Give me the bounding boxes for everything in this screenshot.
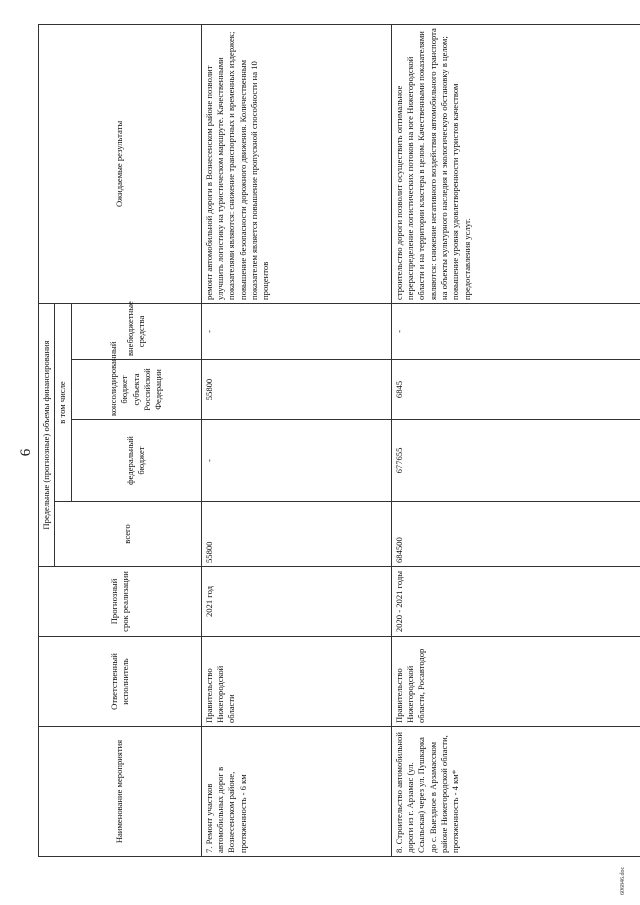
header-extra: внебюджетные средства: [71, 303, 201, 359]
row-number: 8.: [393, 846, 404, 853]
table-row: [201, 24, 391, 856]
header-funding-group: Предельные (прогнозные) объемы финансирования: [39, 303, 55, 566]
row-number: 7.: [203, 846, 214, 853]
row-federal: 677655: [391, 420, 640, 502]
row-total: 55800: [201, 502, 391, 567]
measures-table: [38, 24, 640, 857]
header-total: всего: [55, 502, 201, 567]
footer-code: 606846.doc: [620, 866, 626, 895]
header-term: Прогнозный срок реализации: [39, 567, 202, 637]
row-term: 2020 - 2021 годы: [391, 567, 640, 637]
row-regional: 55800: [201, 360, 391, 420]
row-results: ремонт автомобильной дороги в Вознесенском районе позволит улучшить логистику на туристическом маршруте. Качественными показателями являются: снижение транспортных и временных издержек; повышение безопасности дорожного движения. Количественным показателем является повышение пропускной способности на 10 процентов: [201, 24, 391, 303]
row-name: Строительство автомобильной дороги из г. Арзамас (ул. Ссыльская) через ул. Пушкарка до с. Выездное в Арзамасском районе Нижегородской области, протяженность - 4 км*: [393, 732, 461, 853]
row-federal: -: [201, 420, 391, 502]
row-name-cell: [201, 727, 391, 857]
row-total: 684500: [391, 502, 640, 567]
row-extra: -: [201, 303, 391, 359]
row-name-cell: [391, 727, 640, 857]
row-results: строительство дороги позволит осуществить оптимальное перераспределение логистических потоков на юге Нижегородской области и на территории кластера в целом. Качественными показателями являются: снижение негативного воздействия автомобильного транспорта на объекты культурного наследия и экологическую обстановку в целом; повышение уровня удовлетворенности туристов качеством предоставления услуг.: [391, 24, 640, 303]
header-executor: Ответственный исполнитель: [39, 637, 202, 727]
header-federal: федеральный бюджет: [71, 420, 201, 502]
row-name: Ремонт участков автомобильных дорог в Вознесенском районе, протяженность - 6 км: [203, 766, 248, 853]
row-term: 2021 год: [201, 567, 391, 637]
header-results: Ожидаемые результаты: [39, 24, 202, 303]
row-regional: 6845: [391, 360, 640, 420]
header-regional: консолидированный бюджет субъекта Российской Федерации: [71, 360, 201, 420]
row-executor: Правительство Нижегородской области, Росавтодор: [391, 637, 640, 727]
page-number: 6: [18, 448, 34, 457]
header-incl: в том числе: [55, 303, 71, 501]
row-executor: Правительство Нижегородской области: [201, 637, 391, 727]
row-extra: -: [391, 303, 640, 359]
table-row: [391, 24, 640, 856]
header-name: Наименование мероприятия: [39, 727, 202, 857]
